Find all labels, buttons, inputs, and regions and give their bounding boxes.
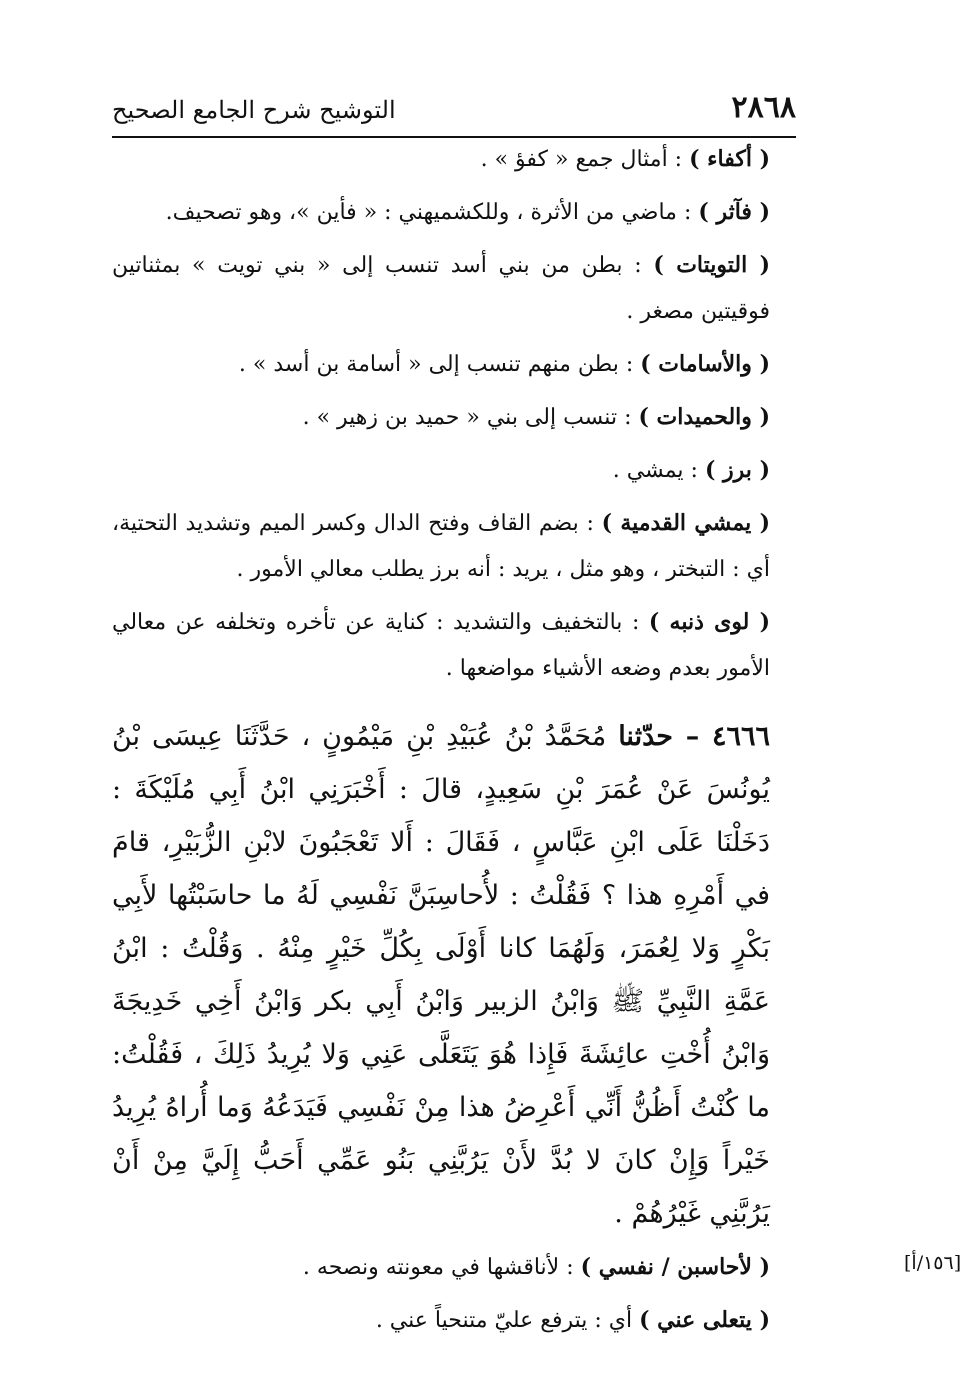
gloss-note: [112, 136, 796, 183]
gloss-text: : بالتخفيف والتشديد : كناية عن تأخره وتخلفه عن معالي الأمور بعدم وضعه الأشياء مواضعها .: [112, 610, 770, 681]
gloss-note: [112, 500, 796, 593]
gloss-text: : تنسب إلى بني « حميد بن زهير » .: [302, 405, 639, 430]
book-title: التوشيح شرح الجامع الصحيح: [112, 96, 396, 124]
hadith-number: ٤٦٦٦: [711, 721, 770, 752]
gloss-term: ( لأحاسبن / نفسي ): [580, 1254, 770, 1280]
gloss-term: ( والأسامات ): [640, 351, 770, 377]
gloss-term: ( يمشي القدمية ): [601, 510, 770, 536]
gloss-term: ( يتعلى عني ): [639, 1307, 770, 1333]
gloss-note: [112, 447, 796, 494]
gloss-text: : بطن من بني أسد تنسب إلى « بني تويت » بمثناتين فوقيتين مصغر .: [112, 253, 770, 324]
hadith-text-block: [112, 710, 796, 1240]
gloss-note: [112, 1244, 796, 1291]
page-number: ٢٨٦٨: [731, 90, 796, 125]
gloss-term: ( والحميدات ): [638, 404, 770, 430]
hadith-lead: – حدّثنا: [618, 721, 712, 752]
gloss-text: : أمثال جمع « كفؤ » .: [480, 147, 690, 172]
gloss-row-with-reference: [112, 1244, 961, 1291]
gloss-note: [112, 189, 796, 236]
gloss-term: ( أكفاء ): [689, 146, 770, 172]
page-header: [112, 78, 796, 128]
gloss-text: : بضم القاف وفتح الدال وكسر الميم وتشديد التحتية، أي : التبختر ، وهو مثل ، يريد : أنه برز يطلب معالي الأمور .: [112, 511, 770, 582]
gloss-term: ( برز ): [704, 457, 770, 483]
gloss-text: : بطن منهم تنسب إلى « أسامة بن أسد » .: [238, 352, 641, 377]
gloss-note: [112, 242, 796, 335]
page-body: [112, 136, 961, 1344]
gloss-term: ( التويتات ): [653, 252, 770, 278]
gloss-text: أي : يترفع عليّ متنحياً عني .: [375, 1308, 640, 1333]
gloss-term: ( فآثر ): [698, 199, 770, 225]
gloss-text: : ماضي من الأثرة ، وللكشميهني : « فأين »، وهو تصحيف.: [165, 200, 699, 225]
gloss-note: [112, 1297, 796, 1344]
gloss-term: ( لوى ذنبه ): [648, 609, 770, 635]
gloss-text: : يمشي .: [612, 458, 705, 483]
gloss-note: [112, 341, 796, 388]
gloss-note: [112, 599, 796, 692]
hadith-body: مُحَمَّدُ بْنُ عُبَيْدِ بْنِ مَيْمُونٍ ، حَدَّثَنَا عِيسَى بْنُ يُونُسَ عَنْ عُمَرَ بْنِ سَعِيدٍ، قالَ : أَخْبَرَنِي ابْنُ أَبِي مُلَيْكَةَ : دَخَلْنَا عَلَى ابْنِ عَبَّاسٍ ، فَقَالَ : أَلا تَعْجَبُونَ لابْنِ الزُّبَيْرِ، قامَ في أَمْرِهِ هذا ؟ فَقُلْتُ : لأُحاسِبَنَّ نَفْسِي لَهُ ما حاسَبْتُها لأَبِي بَكْرٍ وَلا لِعُمَرَ، وَلَهُمَا كانا أَوْلَى بِكُلِّ خَيْرٍ مِنْهُ . وَقُلْتُ : ابْنُ عَمَّةِ النَّبِيِّ ﷺ وَابْنُ الزبير وَابْنُ أَبِي بكر وَابْنُ أَخِي خَدِيجَةَ وَابْنُ أُخْتِ عائِشَةَ فَإِذا هُوَ يَتَعَلَّى عَنِي وَلا يُرِيدُ ذَلِكَ ، فَقُلْتُ: ما كُنْتُ أَظُنُّ أَنِّي أَعْرِضُ هذا مِنْ نَفْسِي فَيَدَعُهُ وَما أُراهُ يُرِيدُ خَيْراً وَإِنْ كانَ لا بُدَّ لأَنْ يَرُبَّنِي بَنُو عَمِّي أَحَبُّ إِلَيَّ مِنْ أَنْ يَرُبَّنِي غَيْرُهُمْ .: [112, 721, 770, 1229]
gloss-text: : لأناقشها في معونته ونصحه .: [302, 1255, 581, 1280]
gloss-note: [112, 394, 796, 441]
manuscript-folio-reference: [١٥٦/أ]: [904, 1252, 961, 1274]
